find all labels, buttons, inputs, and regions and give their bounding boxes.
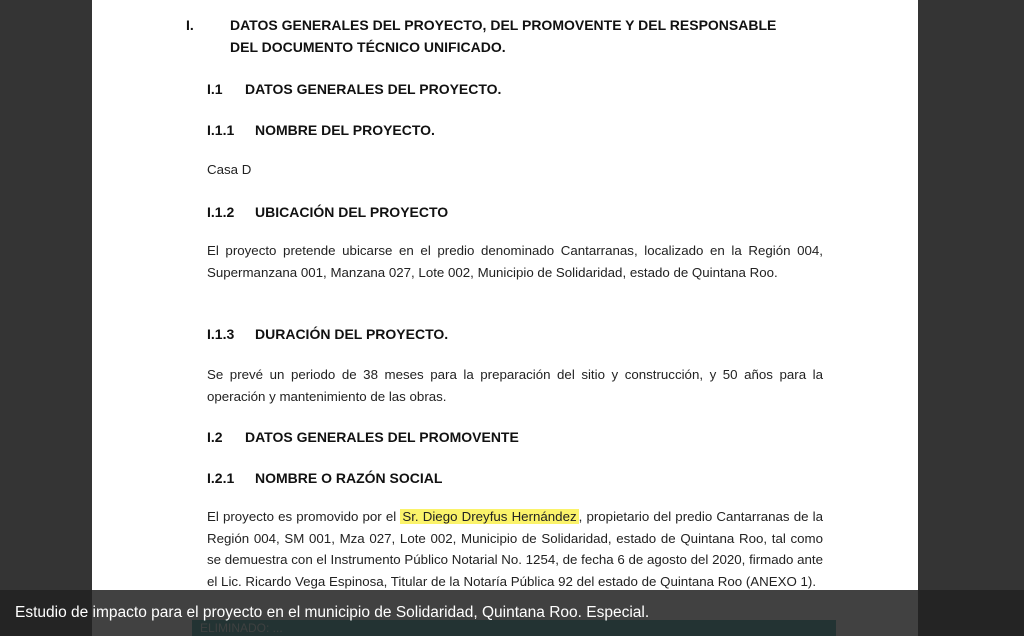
section-title: NOMBRE DEL PROYECTO.	[255, 122, 435, 138]
section-number: I.2.1	[207, 470, 235, 486]
section-number: I.	[186, 17, 194, 33]
section-title: DATOS GENERALES DEL PROYECTO.	[245, 81, 502, 97]
section-number: I.1	[207, 81, 223, 97]
project-name-text: Casa D	[207, 162, 252, 177]
section-i2-heading	[207, 428, 519, 446]
section-i12-heading	[207, 203, 448, 221]
promoter-text-after: , propietario del predio Cantarranas de la Región 004, SM 001, Mza 027, Lote 002, Municipio de Solidaridad, estado de Quintana Roo, tal como se demuestra con el Instrumento Público Notarial No. 1254, de fecha 6 de agosto del 2020, firmado ante el Lic. Ricardo Vega Espinosa, Titular de la Notaría Pública 92 del estado de Quintana Roo (ANEXO 1).	[207, 509, 823, 589]
section-number: I.1.1	[207, 122, 235, 138]
section-title-line: DATOS GENERALES DEL PROYECTO, DEL PROMOVENTE Y DEL RESPONSABLE	[230, 17, 777, 33]
section-title: UBICACIÓN DEL PROYECTO	[255, 204, 449, 220]
section-number: I.1.2	[207, 204, 235, 220]
caption-bar	[0, 590, 1024, 636]
section-title: DURACIÓN DEL PROYECTO.	[255, 326, 449, 342]
section-i13-heading	[207, 325, 448, 343]
section-title-line: DEL DOCUMENTO TÉCNICO UNIFICADO.	[230, 39, 506, 55]
duration-paragraph: Se prevé un periodo de 38 meses para la preparación del sitio y construcción, y 50 años para la operación y mantenimiento de las obras.	[207, 367, 823, 404]
section-i-heading	[186, 14, 840, 58]
promoter-paragraph	[207, 506, 823, 592]
section-i11-heading	[207, 121, 435, 139]
section-i1-heading	[207, 80, 501, 98]
section-number: I.2	[207, 429, 223, 445]
promoter-text-before: El proyecto es promovido por el	[207, 509, 401, 524]
document-page	[92, 0, 918, 636]
section-i21-heading	[207, 469, 442, 487]
highlighted-name: Sr. Diego Dreyfus Hernández	[402, 509, 577, 524]
location-paragraph: El proyecto pretende ubicarse en el predio denominado Cantarranas, localizado en la Región 004, Supermanzana 001, Manzana 027, Lote 002, Municipio de Solidaridad, estado de Quintana Roo.	[207, 243, 823, 280]
section-title: NOMBRE O RAZÓN SOCIAL	[255, 470, 443, 486]
section-number: I.1.3	[207, 326, 235, 342]
section-title: DATOS GENERALES DEL PROMOVENTE	[245, 429, 519, 445]
image-caption: Estudio de impacto para el proyecto en el municipio de Solidaridad, Quintana Roo. Especial.	[15, 604, 650, 621]
